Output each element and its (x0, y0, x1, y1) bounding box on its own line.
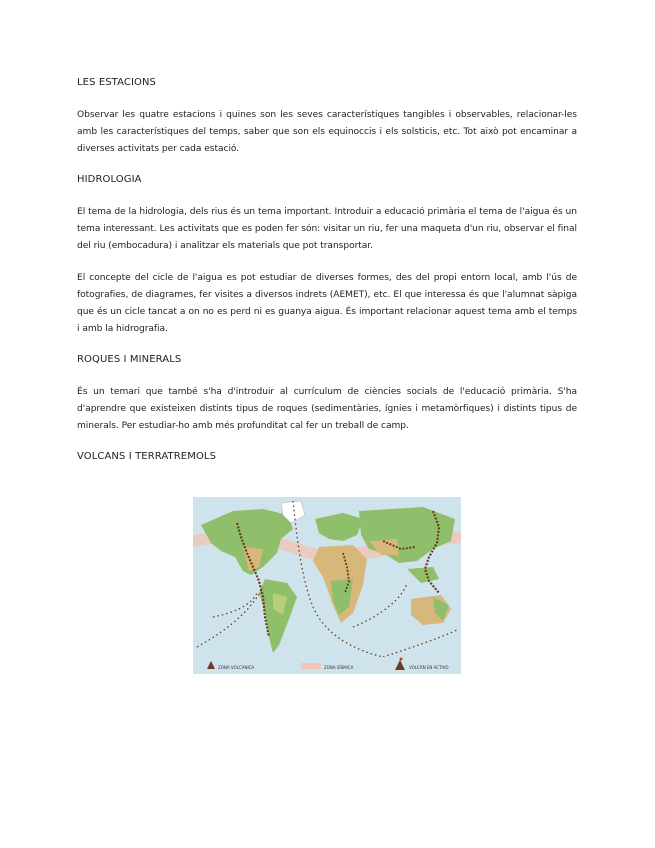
legend-seismic-label: ZONA SÍSMICA (324, 665, 354, 670)
legend-active-label: VOLCÀN EN ACTIVO (409, 665, 449, 670)
document-body (77, 76, 577, 464)
section-paragraph: El concepte del cicle de l'aigua es pot estudiar de diverses formes, des del propi entorn local, amb l'ús de fotografies, de diagrames, fer visites a diversos indrets (AEMET), etc. El que interessa és que l'alumnat sàpiga que és un cicle tancat a on no es perd ni es guanya aigua. És important relacionar aquest tema amb el temps i amb la hidrografia. (77, 273, 577, 334)
seismic-zone-icon (301, 663, 321, 669)
legend-volcanic-label: ZONA VOLCÀNICA (218, 665, 255, 670)
volcano-earthquake-map (193, 497, 461, 674)
section-paragraph: És un temari que també s'ha d'introduir al currículum de ciències socials de l'educació primària. S'ha d'aprendre que existeixen distints tipus de roques (sedimentàries, ígnies i metamòrfiques) i distints tipus de minerals. Per estudiar-ho amb més profunditat cal fer un treball de camp. (77, 387, 577, 431)
section-heading: HIDROLOGIA (77, 174, 142, 185)
section-heading: ROQUES I MINERALS (77, 354, 182, 365)
section-paragraph: El tema de la hidrologia, dels rius és un tema important. Introduir a educació primària el tema de l'aigua és un tema interessant. Les activitats que es poden fer són: visitar un riu, fer una maqueta d'un riu, observar el final del riu (embocadura) i analitzar els materials que pot transportar. (77, 207, 577, 251)
section-heading: VOLCANS I TERRATREMOLS (77, 451, 217, 462)
section-paragraph: Observar les quatre estacions i quines son les seves característiques tangibles i observables, relacionar-les amb les característiques del temps, saber que son els equinoccis i els solsticis, etc. Tot això pot encaminar a diverses activitats per cada estació. (77, 110, 577, 154)
section-heading: LES ESTACIONS (77, 77, 157, 88)
